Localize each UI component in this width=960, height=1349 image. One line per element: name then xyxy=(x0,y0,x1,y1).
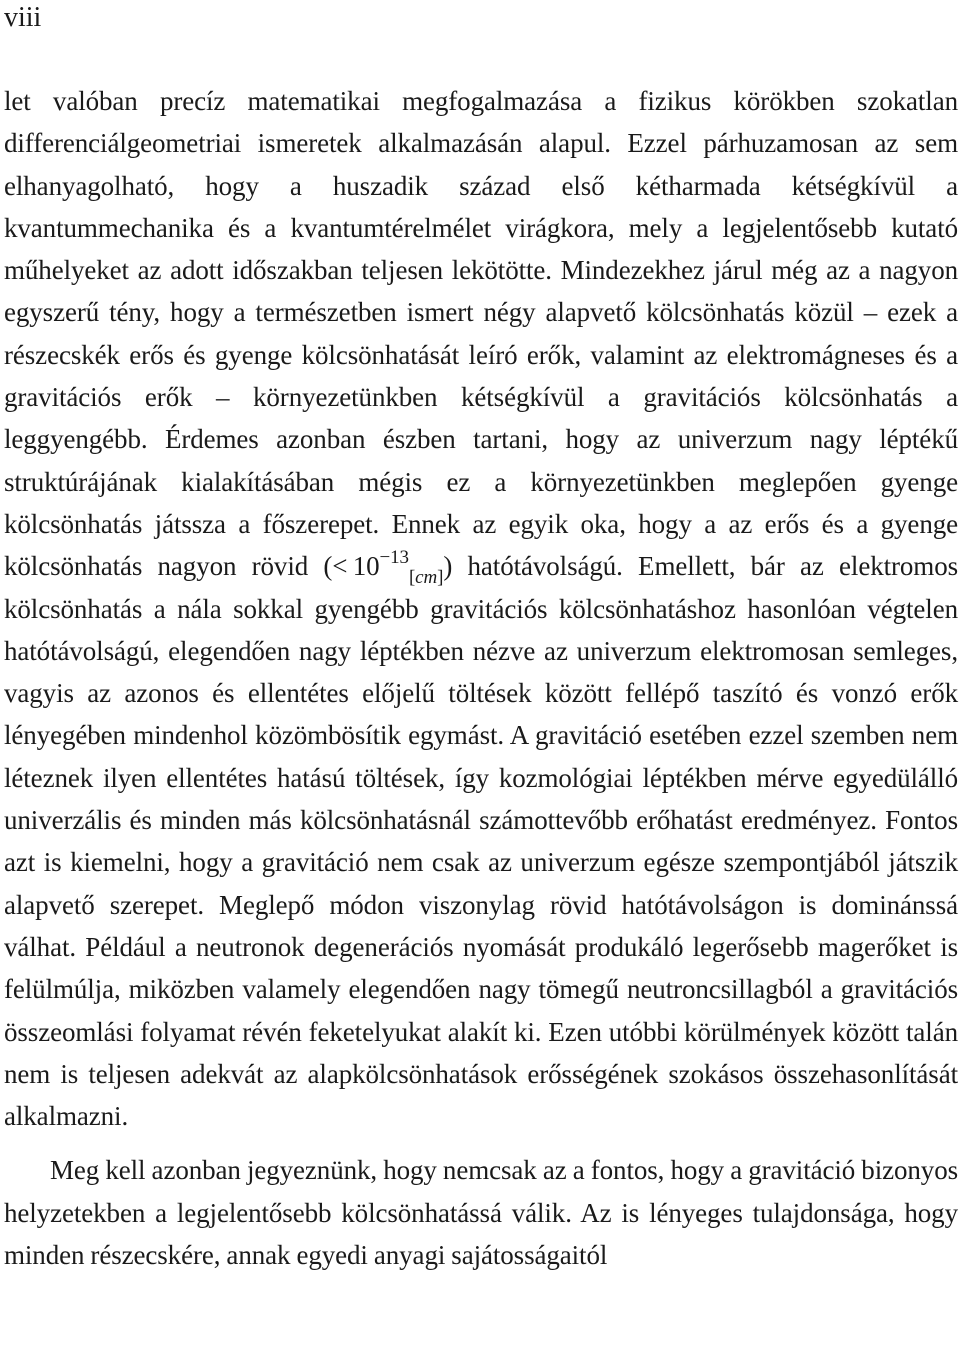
paragraph-1-text-start: let valóban precíz matematikai megfogalmazása a fizikus körökben szokatlan differenciálgeometriai ismeretek alkalmazásán alapul. Ezzel párhuzamosan az sem elhanyagolható, hogy a huszadik század első kétharmada kétségkívül a kvantummechanika és a kvantumtérelmélet virágkora, mely a legjelentősebb kutató műhelyeket az adott időszakban teljesen lekötötte. Mindezekhez járul még az a nagyon egyszerű tény, hogy a természetben ismert négy alapvető kölcsönhatás közül – ezek a részecskék erős és gyenge kölcsönhatását leíró erők, valamint az elektromágneses és a gravitációs erők – környezetünkben kétségkívül a gravitációs kölcsönhatás a leggyengébb. Érdemes azonban észben tartani, hogy az univerzum nagy léptékű struktúrájának kialakításában mégis ez a környezetünkben meglepően gyenge kölcsönhatás játssza a főszerepet. Ennek az egyik oka, hogy a az erős és a gyenge kölcsönhatás nagyon rövid ( xyxy=(4,86,958,582)
paragraph-1 xyxy=(4,80,958,1137)
paragraph-2: Meg kell azonban jegyeznünk, hogy nemcsak az a fontos, hogy a gravitáció bizonyos helyzetekben a legjelentősebb kölcsönhatássá válik. Az is lényeges tulajdonsága, hogy minden részecskére, annak egyedi anyagi sajátosságaitól xyxy=(4,1155,958,1271)
formula-unit xyxy=(409,567,443,588)
formula-unit-open: [ xyxy=(408,567,416,589)
formula-base: 10 xyxy=(352,551,380,582)
formula-unit-close: ] xyxy=(437,567,444,589)
paragraph-1-text-end: ) hatótávolságú. Emellett, bár az elektromos kölcsönhatás a nála sokkal gyengébb gravitációs kölcsönhatáshoz hasonlóan végtelen hatótávolságú, elegendően nagy léptékben nézve az univerzum elektromosan semleges, vagyis az azonos és ellentétes előjelű töltések között fellépő taszító és vonzó erők lényegében mindenhol közömbösítik egymást. A gravitáció esetében ezzel szemben nem léteznek ilyen ellentétes hatású töltések, így kozmológiai léptékben mérve egyedülálló univerzális és minden más kölcsönhatásnál számottevőbb erőhatást eredményez. Fontos azt is kiemelni, hogy a gravitáció nem csak az univerzum egésze szempontjából játszik alapvető szerepet. Meglepő módon viszonylag rövid hatótávolságon is dominánssá válhat. Például a neutronok degenerációs nyomását produkáló legerősebb magerőket is felülmúlja, miközben valamely elegendően nagy tömegű neutroncsillagból a gravitációs összeomlási folyamat révén feketelyukat alakít ki. Ezen utóbbi körülmények között talán nem is teljesen adekvát az alapkölcsönhatások erősségének szokásos összehasonlítását alkalmazni. xyxy=(4,551,958,1132)
formula-less-than: < xyxy=(332,551,348,582)
page-number: viii xyxy=(4,2,42,33)
formula-unit-text: cm xyxy=(415,567,438,589)
formula-exponent: −13 xyxy=(379,547,409,569)
body-text xyxy=(4,80,958,1276)
inline-formula xyxy=(332,547,444,589)
